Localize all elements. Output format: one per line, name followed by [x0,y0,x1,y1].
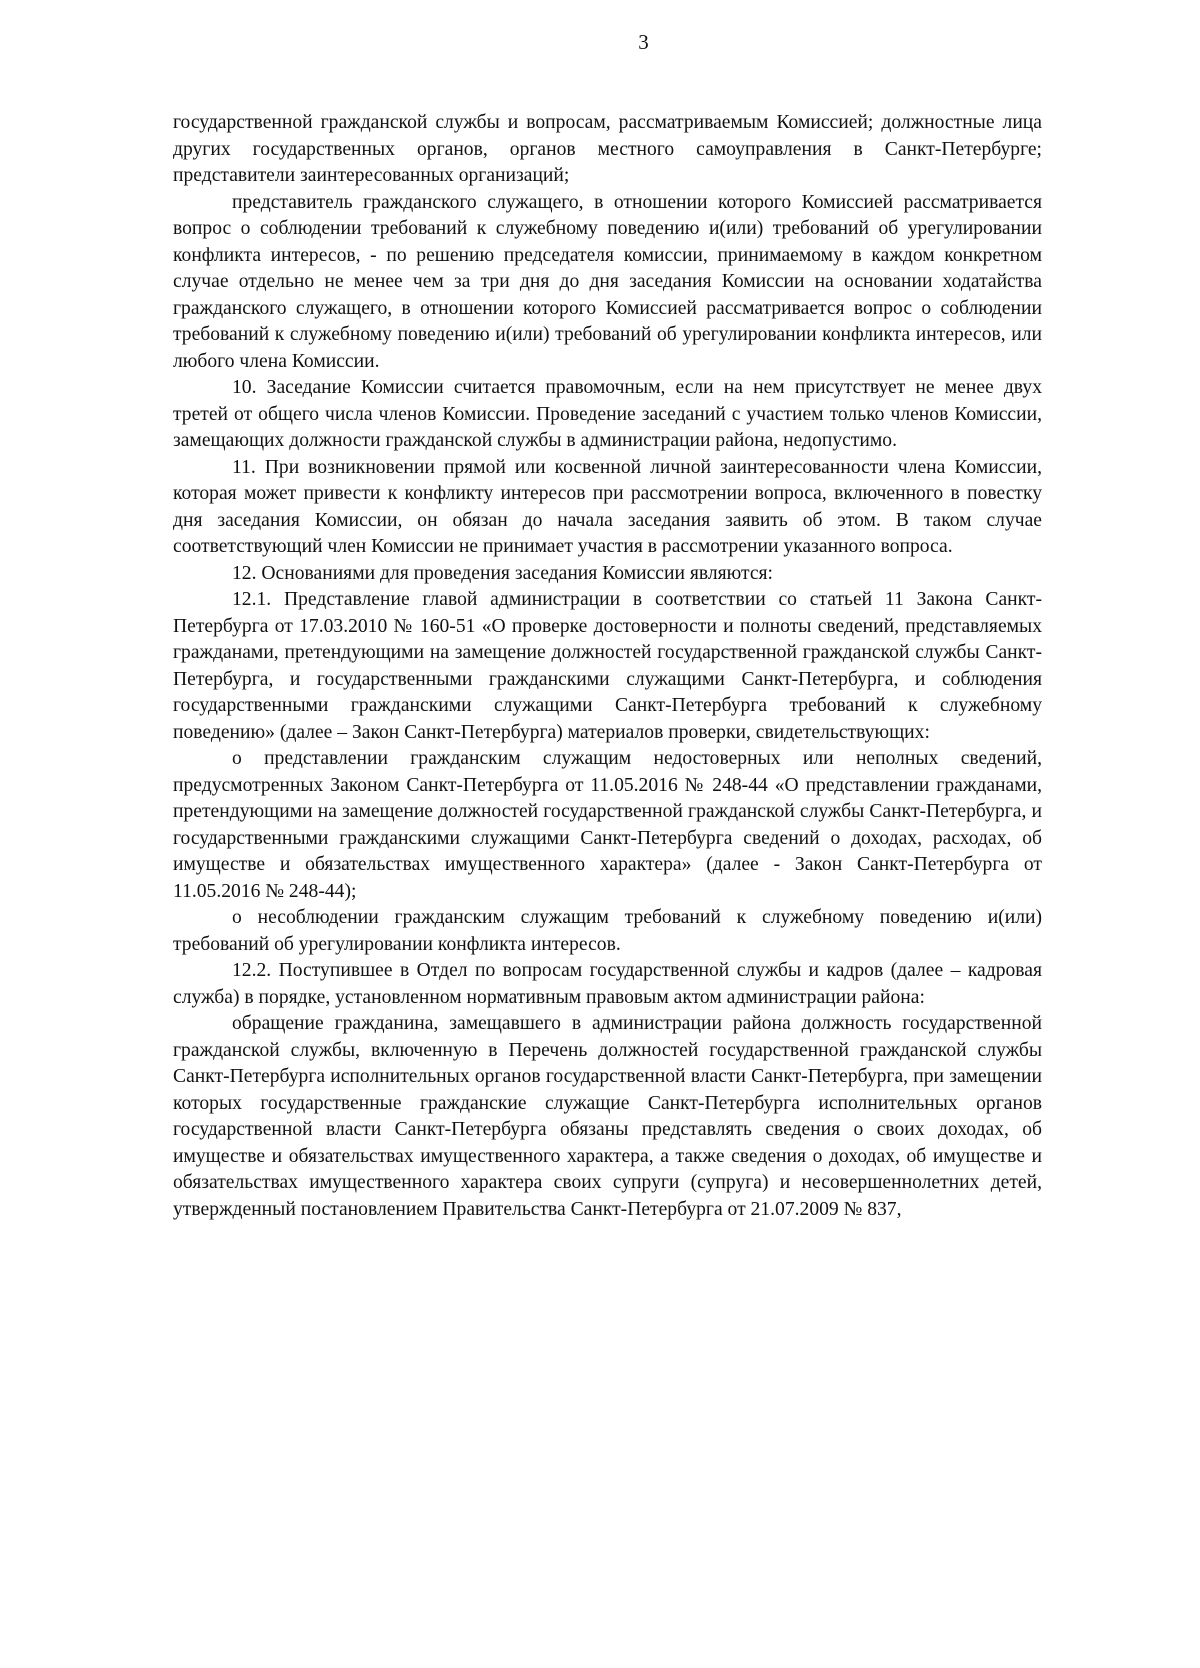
paragraph: о несоблюдении гражданским служащим требований к служебному поведению и(или) требований об урегулировании конфликта интересов. [173,907,1042,955]
paragraph: 11. При возникновении прямой или косвенной личной заинтересованности члена Комиссии, которая может привести к конфликту интересов при рассмотрении вопроса, включенного в повестку дня заседания Комиссии, он обязан до начала заседания заявить об этом. В таком случае соответствующий член Комиссии не принимает участия в рассмотрении указанного вопроса. [173,456,1042,557]
paragraph: о представлении гражданским служащим недостоверных или неполных сведений, предусмотренных Законом Санкт-Петербурга от 11.05.2016 № 248-44 «О представлении гражданами, претендующими на замещение должностей государственной гражданской службы Санкт-Петербурга, и государственными гражданскими служащими Санкт-Петербурга сведений о доходах, расходах, об имуществе и обязательствах имущественного характера» (далее - Закон Санкт-Петербурга от 11.05.2016 № 248-44); [173,748,1042,902]
paragraph: 12.2. Поступившее в Отдел по вопросам государственной службы и кадров (далее – кадровая служба) в порядке, установленном нормативным правовым актом администрации района: [173,960,1042,1008]
page-number: 3 [638,30,649,54]
paragraph: 12.1. Представление главой администрации в соответствии со статьей 11 Закона Санкт-Петербурга от 17.03.2010 № 160-51 «О проверке достоверности и полноты сведений, представляемых гражданами, претендующими на замещение должностей государственной гражданской службы Санкт-Петербурга, и государственными гражданскими служащими Санкт-Петербурга, и соблюдения государственными гражданскими служащими Санкт-Петербурга требований к служебному поведению» (далее – Закон Санкт-Петербурга) материалов проверки, свидетельствующих: [173,589,1042,743]
paragraph: 10. Заседание Комиссии считается правомочным, если на нем присутствует не менее двух третей от общего числа членов Комиссии. Проведение заседаний с участием только членов Комиссии, замещающих должности гражданской службы в администрации района, недопустимо. [173,377,1042,451]
paragraph: государственной гражданской службы и вопросам, рассматриваемым Комиссией; должностные лица других государственных органов, органов местного самоуправления в Санкт-Петербурге; представители заинтересованных организаций; [173,112,1042,186]
paragraph: 12. Основаниями для проведения заседания Комиссии являются: [232,562,773,584]
paragraph: обращение гражданина, замещавшего в администрации района должность государственной гражданской службы, включенную в Перечень должностей государственной гражданской службы Санкт-Петербурга исполнительных органов государственной власти Санкт-Петербурга, при замещении которых государственные гражданские служащие Санкт-Петербурга исполнительных органов государственной власти Санкт-Петербурга обязаны представлять сведения о своих доходах, об имуществе и обязательствах имущественного характера, а также сведения о доходах, об имуществе и обязательствах имущественного характера своих супруги (супруга) и несовершеннолетних детей, утвержденный постановлением Правительства Санкт-Петербурга от 21.07.2009 № 837, [173,1013,1042,1220]
document-body [173,110,1042,1223]
paragraph: представитель гражданского служащего, в отношении которого Комиссией рассматривается вопрос о соблюдении требований к служебному поведению и(или) требований об урегулировании конфликта интересов, - по решению председателя комиссии, принимаемому в каждом конкретном случае отдельно не менее чем за три дня до дня заседания Комиссии на основании ходатайства гражданского служащего, в отношении которого Комиссией рассматривается вопрос о соблюдении требований к служебному поведению и(или) требований об урегулировании конфликта интересов, или любого члена Комиссии. [173,191,1042,372]
